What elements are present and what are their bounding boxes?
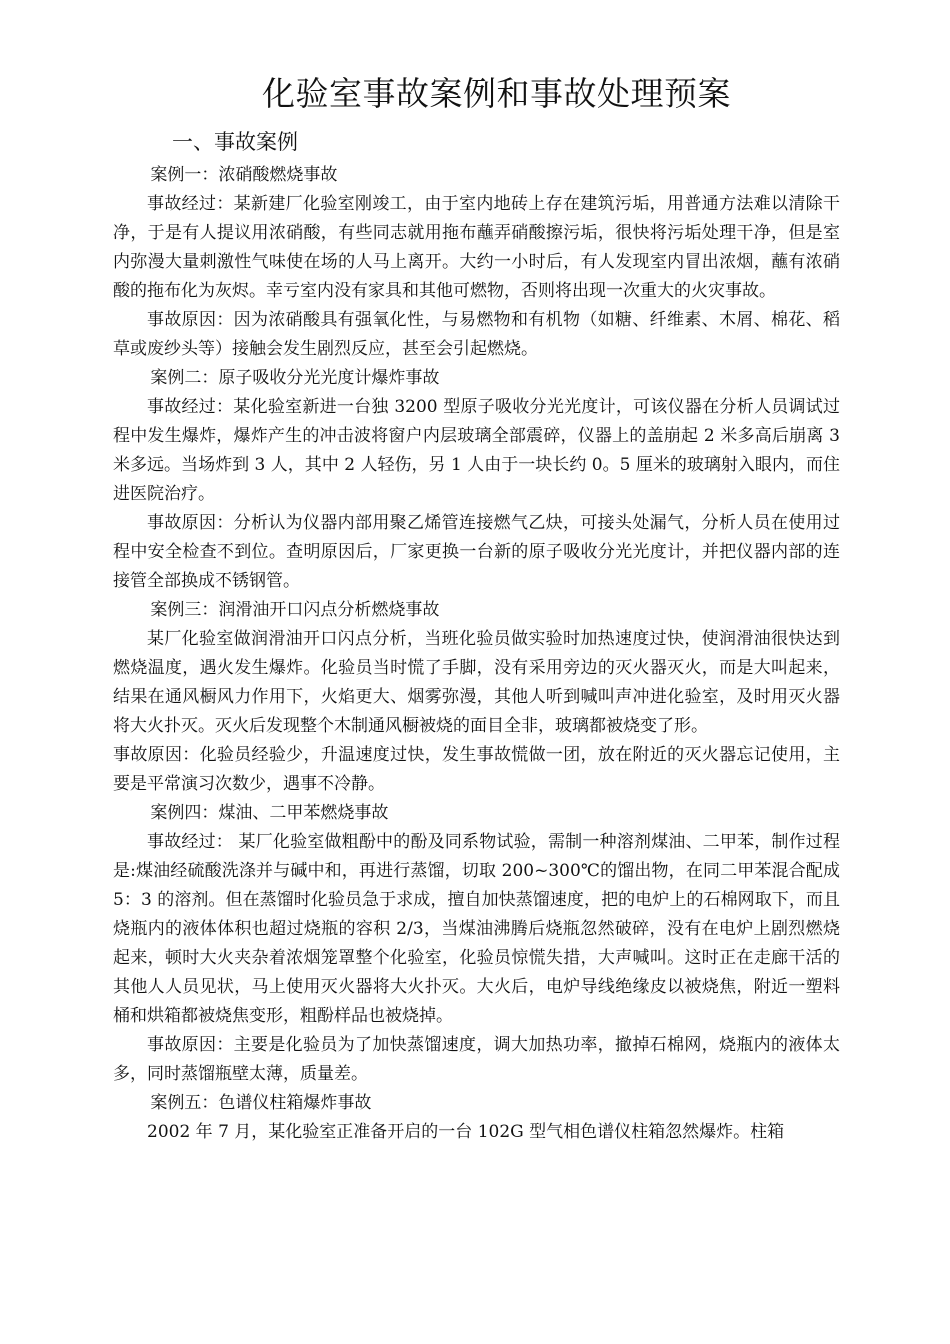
section-heading: 一、事故案例	[172, 130, 298, 154]
case-heading: 案例二：原子吸收分光光度计爆炸事故	[150, 368, 440, 388]
case-heading: 案例四：煤油、二甲苯燃烧事故	[150, 803, 389, 823]
document-title: 化验室事故案例和事故处理预案	[262, 74, 731, 113]
paragraph: 事故经过：某化验室新进一台独 3200 型原子吸收分光光度计，可该仪器在分析人员调试过程中发生爆炸，爆炸产生的冲击波将窗户内层玻璃全部震碎，仪器上的盖崩起 2 米多高后崩离 3 米多远。当场炸到 3 人，其中 2 人轻伤，另 1 人由于一块长约 0。5 厘米的玻璃射入眼内，而住进医院治疗。	[113, 397, 840, 504]
case-heading: 案例一：浓硝酸燃烧事故	[150, 165, 338, 185]
paragraph: 事故经过：某新建厂化验室刚竣工，由于室内地砖上存在建筑污垢，用普通方法难以清除干净，于是有人提议用浓硝酸，有些同志就用拖布蘸弄硝酸擦污垢，很快将污垢处理干净，但是室内弥漫大量刺激性气味使在场的人马上离开。大约一小时后，有人发现室内冒出浓烟，蘸有浓硝酸的拖布化为灰烬。幸亏室内没有家具和其他可燃物，否则将出现一次重大的火灾事故。	[113, 194, 840, 301]
paragraph: 事故经过： 某厂化验室做粗酚中的酚及同系物试验，需制一种溶剂煤油、二甲苯，制作过程是:煤油经硫酸洗涤并与碱中和，再进行蒸馏，切取 200~300℃的馏出物，在同二甲苯混合配成 5：3 的溶剂。但在蒸馏时化验员急于求成，擅自加快蒸馏速度，把的电炉上的石棉网取下，而且烧瓶内的液体体积也超过烧瓶的容积 2/3，当煤油沸腾后烧瓶忽然破碎，没有在电炉上剧烈燃烧起来，顿时大火夹杂着浓烟笼罩整个化验室，化验员惊慌失措，大声喊叫。这时正在走廊干活的其他人人员见状，马上使用灭火器将大火扑灭。大火后，电炉导线绝缘皮以被烧焦，附近一塑料桶和烘箱都被烧焦变形，粗酚样品也被烧掉。	[113, 832, 840, 1026]
paragraph: 事故原因：分析认为仪器内部用聚乙烯管连接燃气乙炔，可接头处漏气，分析人员在使用过程中安全检查不到位。查明原因后，厂家更换一台新的原子吸收分光光度计，并把仪器内部的连接管全部换成不锈钢管。	[113, 513, 840, 591]
case-heading: 案例五：色谱仪柱箱爆炸事故	[150, 1093, 372, 1113]
case-heading: 案例三：润滑油开口闪点分析燃烧事故	[150, 600, 440, 620]
paragraph: 2002 年 7 月，某化验室正准备开启的一台 102G 型气相色谱仪柱箱忽然爆炸。柱箱	[147, 1122, 785, 1142]
paragraph: 事故原因：主要是化验员为了加快蒸馏速度，调大加热功率，撤掉石棉网，烧瓶内的液体太多，同时蒸馏瓶壁太薄，质量差。	[113, 1035, 840, 1084]
document-body	[113, 161, 840, 1147]
paragraph: 事故原因：因为浓硝酸具有强氧化性，与易燃物和有机物（如糖、纤维素、木屑、棉花、稻草或废纱头等）接触会发生剧烈反应，甚至会引起燃烧。	[113, 310, 840, 359]
paragraph: 事故原因：化验员经验少，升温速度过快，发生事故慌做一团，放在附近的灭火器忘记使用，主要是平常演习次数少，遇事不冷静。	[113, 745, 840, 794]
paragraph: 某厂化验室做润滑油开口闪点分析，当班化验员做实验时加热速度过快，使润滑油很快达到燃烧温度，遇火发生爆炸。化验员当时慌了手脚，没有采用旁边的灭火器灭火，而是大叫起来，结果在通风橱风力作用下，火焰更大、烟雾弥漫，其他人听到喊叫声冲进化验室，及时用灭火器将大火扑灭。灭火后发现整个木制通风橱被烧的面目全非，玻璃都被烧变了形。	[113, 629, 840, 736]
